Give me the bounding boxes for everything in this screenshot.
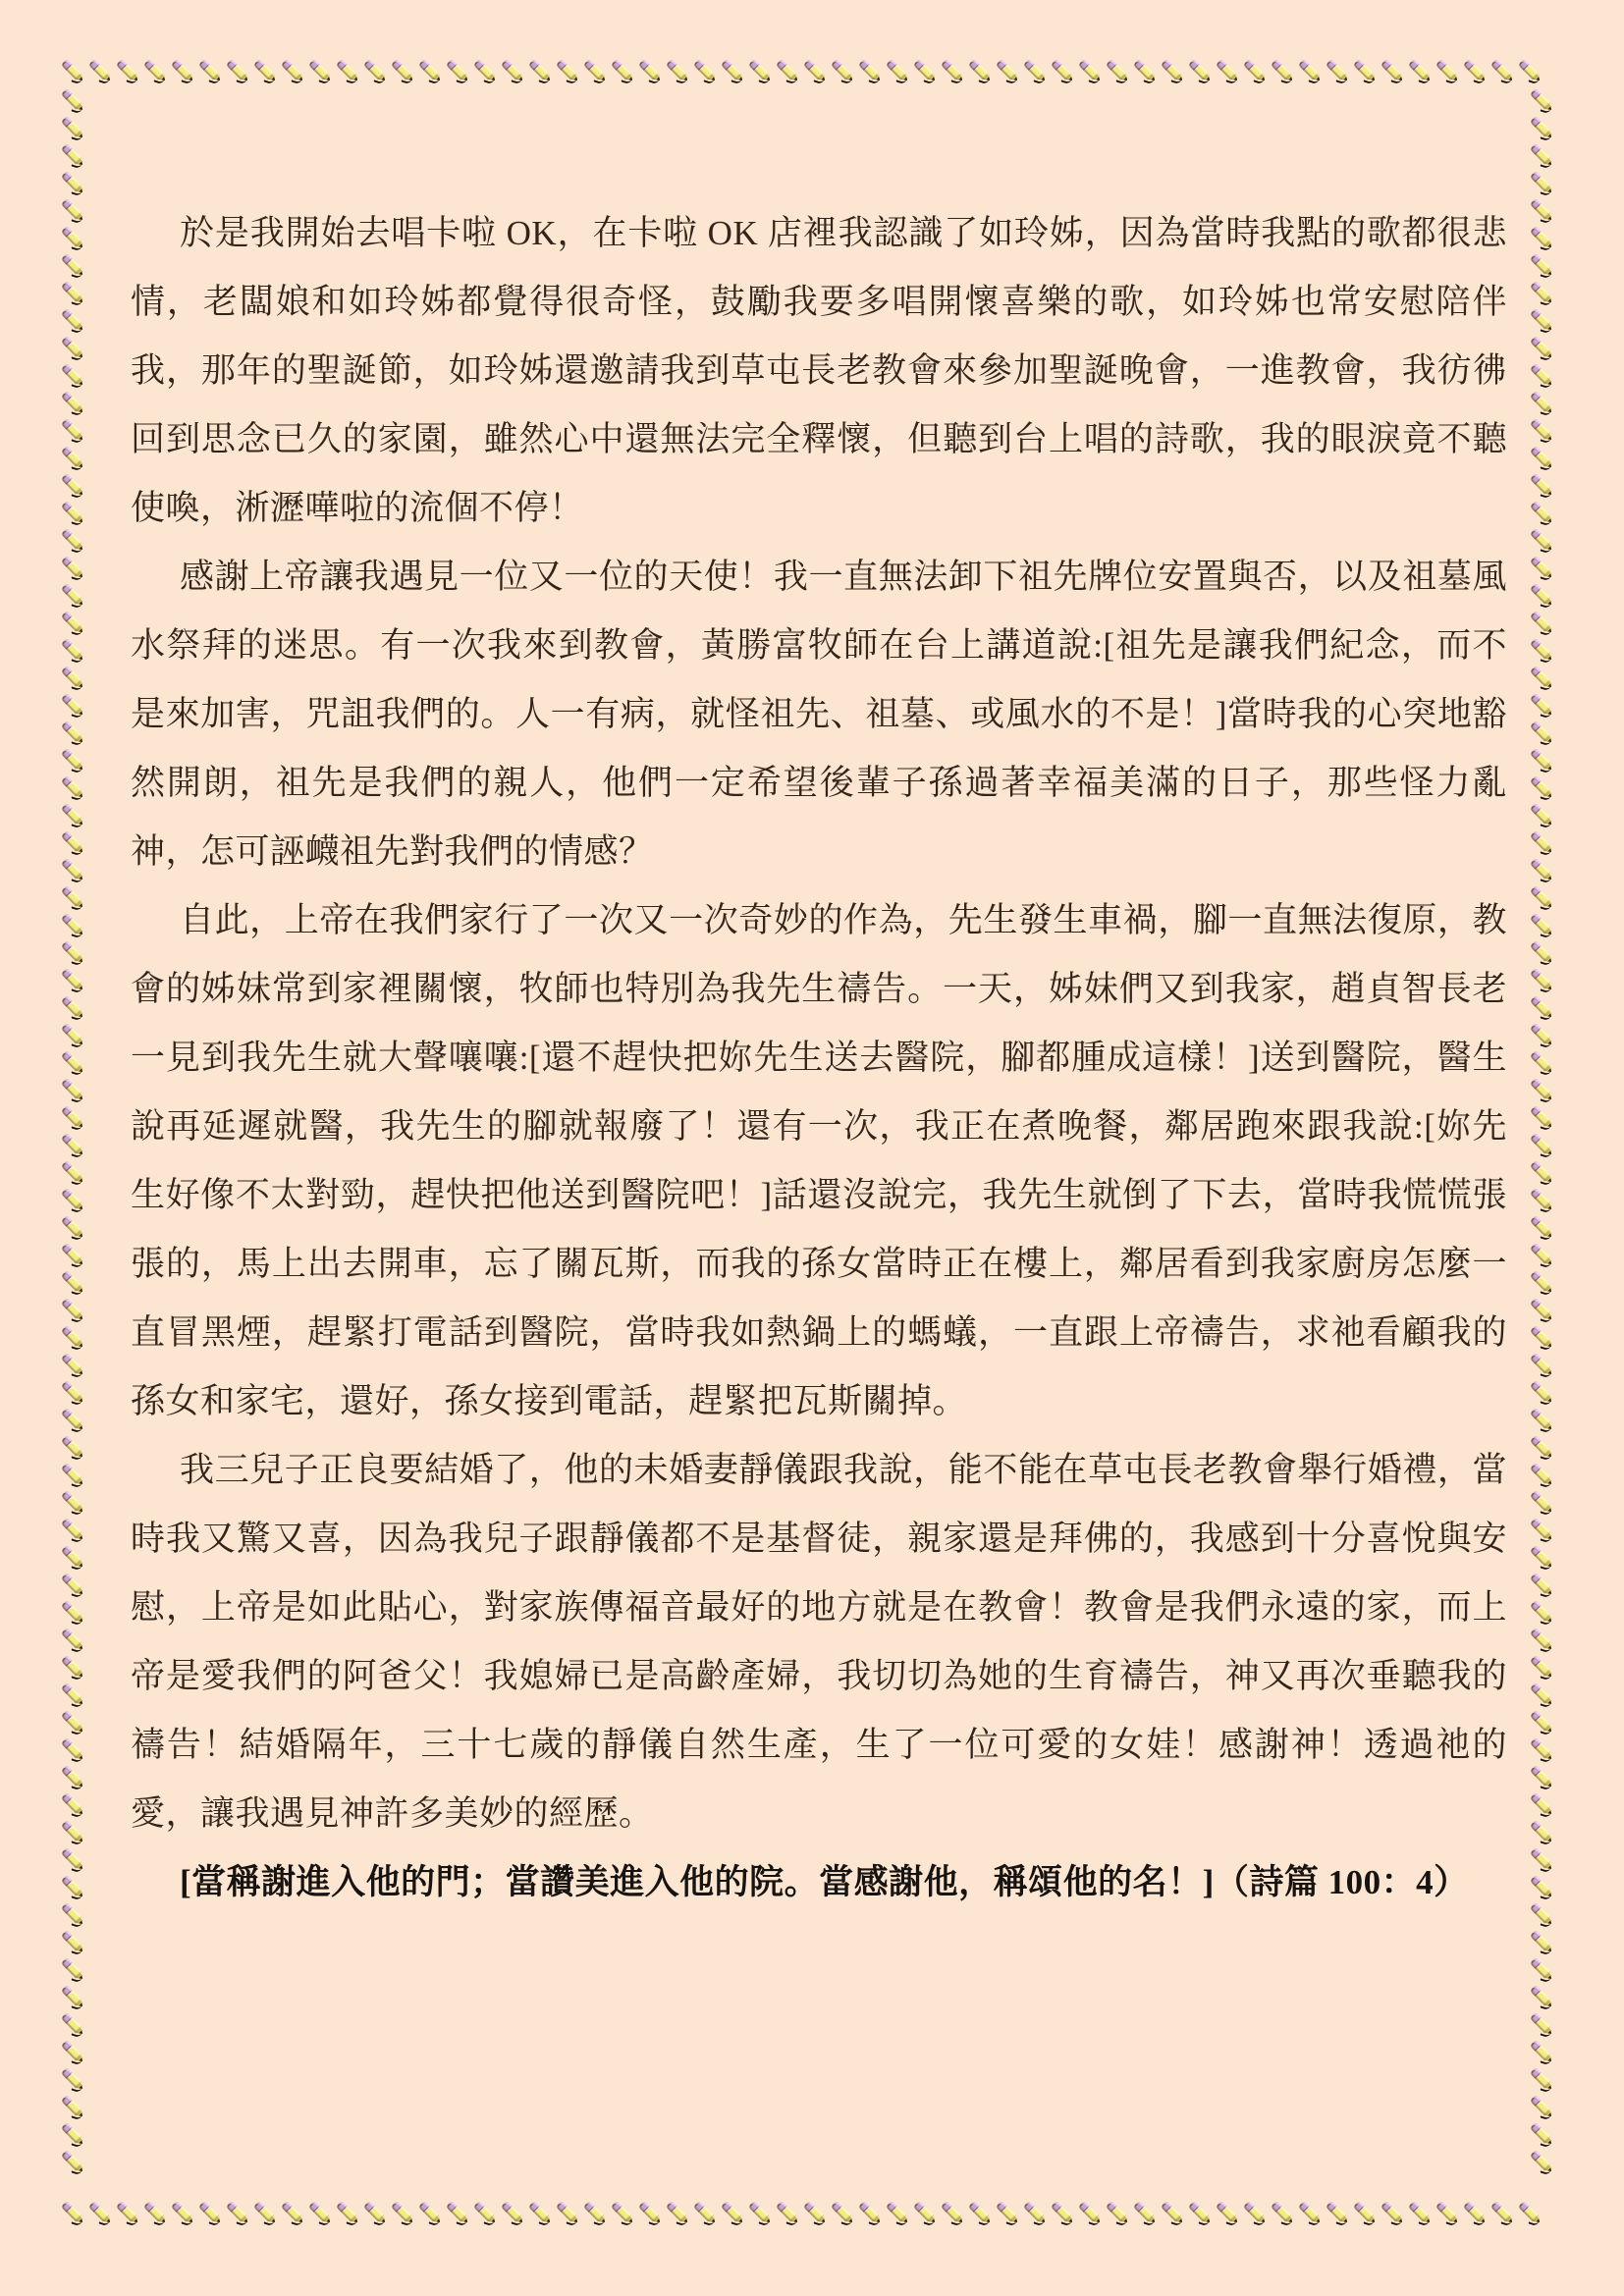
pencil-icon <box>1214 57 1241 84</box>
pencil-icon <box>59 856 86 883</box>
pencil-icon <box>389 2199 416 2226</box>
pencil-icon <box>1528 1076 1555 1103</box>
pencil-icon <box>1528 1873 1555 1900</box>
pencil-icon <box>141 57 169 84</box>
pencil-icon <box>966 2199 994 2226</box>
pencil-icon <box>1528 499 1555 526</box>
pencil-icon <box>1528 1131 1555 1158</box>
pencil-icon <box>59 1021 86 1048</box>
pencil-icon <box>1461 57 1489 84</box>
pencil-icon <box>59 416 86 444</box>
pencil-icon <box>1528 416 1555 444</box>
pencil-icon <box>59 1103 86 1131</box>
pencil-icon <box>1528 1763 1555 1790</box>
pencil-icon <box>994 57 1021 84</box>
pencil-icon <box>471 2199 499 2226</box>
pencil-icon <box>1528 1598 1555 1626</box>
pencil-icon <box>59 2093 86 2120</box>
pencil-icon <box>856 2199 884 2226</box>
pencil-icon <box>1528 1681 1555 1708</box>
pencil-icon <box>856 57 884 84</box>
pencil-icon <box>1406 2199 1434 2226</box>
pencil-icon <box>499 57 526 84</box>
pencil-icon <box>1528 966 1555 993</box>
pencil-border-bottom <box>59 2199 1565 2228</box>
pencil-icon <box>911 57 939 84</box>
pencil-icon <box>1528 1900 1555 1928</box>
pencil-icon <box>59 883 86 911</box>
pencil-icon <box>114 57 141 84</box>
pencil-icon <box>444 57 471 84</box>
pencil-icon <box>1528 993 1555 1021</box>
pencil-icon <box>1528 1955 1555 1983</box>
pencil-icon <box>554 2199 581 2226</box>
pencil-icon <box>1528 251 1555 279</box>
pencil-icon <box>59 1955 86 1983</box>
scripture-quote: [當稱謝進入他的門；當讚美進入他的院。當感謝他，稱頌他的名！]（詩篇 100：4） <box>180 1863 1469 1901</box>
pencil-icon <box>59 1873 86 1900</box>
pencil-icon <box>59 334 86 361</box>
pencil-icon <box>994 2199 1021 2226</box>
pencil-icon <box>719 57 746 84</box>
pencil-icon <box>196 2199 224 2226</box>
pencil-icon <box>1528 1461 1555 1488</box>
pencil-icon <box>609 2199 636 2226</box>
pencil-icon <box>59 1213 86 1241</box>
pencil-icon <box>1528 636 1555 664</box>
pencil-icon <box>59 1433 86 1461</box>
pencil-icon <box>1528 1928 1555 1955</box>
pencil-icon <box>361 2199 389 2226</box>
pencil-icon <box>499 2199 526 2226</box>
pencil-icon <box>59 1351 86 1378</box>
pencil-icon <box>1076 57 1104 84</box>
pencil-icon <box>59 389 86 416</box>
pencil-icon <box>1131 57 1159 84</box>
pencil-icon <box>1528 86 1555 114</box>
pencil-icon <box>1528 774 1555 801</box>
pencil-icon <box>636 2199 664 2226</box>
pencil-icon <box>1159 57 1186 84</box>
pencil-icon <box>1296 2199 1324 2226</box>
pencil-icon <box>1269 57 1296 84</box>
pencil-icon <box>636 57 664 84</box>
pencil-icon <box>59 1461 86 1488</box>
pencil-icon <box>59 1241 86 1268</box>
pencil-icon <box>774 2199 801 2226</box>
pencil-icon <box>829 57 856 84</box>
pencil-icon <box>306 2199 334 2226</box>
pencil-icon <box>59 57 86 84</box>
pencil-icon <box>884 57 911 84</box>
pencil-icon <box>59 169 86 196</box>
pencil-icon <box>59 1378 86 1406</box>
pencil-icon <box>1104 57 1131 84</box>
pencil-icon <box>1528 471 1555 499</box>
pencil-icon <box>1528 1790 1555 1818</box>
pencil-icon <box>1528 2120 1555 2148</box>
pencil-icon <box>1528 141 1555 169</box>
pencil-icon <box>1528 1268 1555 1296</box>
pencil-icon <box>86 57 114 84</box>
pencil-icon <box>1131 2199 1159 2226</box>
pencil-icon <box>59 1158 86 1186</box>
pencil-icon <box>59 1626 86 1653</box>
pencil-icon <box>1528 224 1555 251</box>
pencil-icon <box>59 114 86 141</box>
pencil-icon <box>334 2199 361 2226</box>
pencil-icon <box>1021 2199 1049 2226</box>
pencil-icon <box>1528 526 1555 554</box>
pencil-icon <box>719 2199 746 2226</box>
pencil-icon <box>1528 1186 1555 1213</box>
pencil-icon <box>1528 1241 1555 1268</box>
pencil-icon <box>1434 57 1461 84</box>
pencil-icon <box>59 1543 86 1571</box>
pencil-icon <box>306 57 334 84</box>
pencil-icon <box>59 1406 86 1433</box>
pencil-icon <box>1528 169 1555 196</box>
pencil-icon <box>59 251 86 279</box>
pencil-icon <box>59 1488 86 1516</box>
pencil-icon <box>251 57 279 84</box>
pencil-icon <box>196 57 224 84</box>
pencil-icon <box>1528 719 1555 746</box>
pencil-icon <box>1351 2199 1379 2226</box>
pencil-border-right <box>1528 86 1557 2199</box>
pencil-icon <box>1528 828 1555 856</box>
pencil-icon <box>59 1681 86 1708</box>
pencil-icon <box>59 938 86 966</box>
pencil-icon <box>471 57 499 84</box>
pencil-icon <box>59 1268 86 1296</box>
pencil-icon <box>884 2199 911 2226</box>
pencil-icon <box>59 1516 86 1543</box>
pencil-icon <box>59 636 86 664</box>
pencil-icon <box>59 828 86 856</box>
pencil-icon <box>59 279 86 306</box>
pencil-icon <box>114 2199 141 2226</box>
pencil-icon <box>444 2199 471 2226</box>
pencil-icon <box>59 1048 86 1076</box>
pencil-icon <box>581 57 609 84</box>
pencil-icon <box>1351 57 1379 84</box>
pencil-icon <box>1528 1571 1555 1598</box>
pencil-icon <box>1516 2199 1543 2226</box>
pencil-icon <box>1049 2199 1076 2226</box>
pencil-icon <box>279 2199 306 2226</box>
pencil-icon <box>1516 57 1543 84</box>
pencil-icon <box>59 2065 86 2093</box>
pencil-icon <box>59 196 86 224</box>
pencil-icon <box>59 361 86 389</box>
pencil-icon <box>59 1735 86 1763</box>
pencil-icon <box>59 471 86 499</box>
pencil-icon <box>1528 581 1555 609</box>
pencil-icon <box>59 1708 86 1735</box>
pencil-icon <box>1528 2093 1555 2120</box>
pencil-icon <box>911 2199 939 2226</box>
pencil-icon <box>59 2148 86 2175</box>
paragraph: 我三兒子正良要結婚了，他的未婚妻靜儀跟我說，能不能在草屯長老教會舉行婚禮，當時我又驚又喜，因為我兒子跟靜儀都不是基督徒，親家還是拜佛的，我感到十分喜悅與安慰，上帝是如此貼心，對家族傳福音最好的地方就是在教會！教會是我們永遠的家，而上帝是愛我們的阿爸父！我媳婦已是高齡產婦，我切切為她的生育禱告，神又再次垂聽我的禱告！結婚隔年，三十七歲的靜儀自然生產，生了一位可愛的女娃！感謝神！透過祂的愛，讓我遇見神許多美妙的經歷。 <box>131 1451 1507 1833</box>
pencil-icon <box>59 1323 86 1351</box>
pencil-icon <box>1528 1516 1555 1543</box>
pencil-icon <box>59 1131 86 1158</box>
pencil-icon <box>1379 57 1406 84</box>
pencil-icon <box>774 57 801 84</box>
pencil-icon <box>59 2038 86 2065</box>
paragraph: 自此，上帝在我們家行了一次又一次奇妙的作為，先生發生車禍，腳一直無法復原，教會的姊妹常到家裡關懷，牧師也特別為我先生禱告。一天，姊妹們又到我家，趙貞智長老一見到我先生就大聲嚷嚷:[還不趕快把妳先生送去醫院，腳都腫成這樣！]送到醫院，醫生說再延遲就醫，我先生的腳就報廢了！還有一次，我正在煮晚餐，鄰居跑來跟我說:[妳先生好像不太對勁，趕快把他送到醫院吧！]話還沒說完，我先生就倒了下去，當時我慌慌張張的，馬上出去開車，忘了關瓦斯，而我的孫女當時正在樓上，鄰居看到我家廚房怎麼一直冒黑煙，趕緊打電話到醫院，當時我如熱鍋上的螞蟻，一直跟上帝禱告，求祂看顧我的孫女和家宅，還好，孫女接到電話，趕緊把瓦斯關掉。 <box>131 901 1507 1420</box>
pencil-icon <box>59 1571 86 1598</box>
pencil-icon <box>746 57 774 84</box>
pencil-icon <box>1528 1543 1555 1571</box>
pencil-icon <box>279 57 306 84</box>
pencil-icon <box>1104 2199 1131 2226</box>
pencil-icon <box>59 141 86 169</box>
pencil-icon <box>59 554 86 581</box>
pencil-icon <box>1528 279 1555 306</box>
pencil-icon <box>59 609 86 636</box>
document-body <box>131 199 1507 1917</box>
pencil-icon <box>554 57 581 84</box>
pencil-icon <box>224 57 251 84</box>
pencil-icon <box>1528 1378 1555 1406</box>
pencil-icon <box>1489 57 1516 84</box>
pencil-icon <box>1324 2199 1351 2226</box>
pencil-icon <box>1434 2199 1461 2226</box>
pencil-icon <box>59 1653 86 1681</box>
pencil-icon <box>801 2199 829 2226</box>
pencil-icon <box>1528 1433 1555 1461</box>
pencil-icon <box>59 966 86 993</box>
pencil-icon <box>1324 57 1351 84</box>
pencil-icon <box>1528 389 1555 416</box>
pencil-icon <box>59 2010 86 2038</box>
pencil-icon <box>1528 856 1555 883</box>
pencil-icon <box>1528 2148 1555 2175</box>
pencil-icon <box>1159 2199 1186 2226</box>
pencil-icon <box>1528 444 1555 471</box>
pencil-icon <box>224 2199 251 2226</box>
pencil-icon <box>59 224 86 251</box>
pencil-icon <box>1528 938 1555 966</box>
pencil-icon <box>1528 2010 1555 2038</box>
pencil-icon <box>1528 1213 1555 1241</box>
pencil-icon <box>59 2199 86 2226</box>
pencil-icon <box>1186 2199 1214 2226</box>
pencil-icon <box>581 2199 609 2226</box>
pencil-icon <box>1528 801 1555 828</box>
pencil-icon <box>829 2199 856 2226</box>
pencil-icon <box>526 2199 554 2226</box>
pencil-icon <box>59 499 86 526</box>
pencil-icon <box>1528 609 1555 636</box>
pencil-icon <box>1528 1983 1555 2010</box>
pencil-icon <box>1528 883 1555 911</box>
pencil-icon <box>1528 1048 1555 1076</box>
pencil-icon <box>141 2199 169 2226</box>
pencil-icon <box>1528 1406 1555 1433</box>
pencil-icon <box>1528 1103 1555 1131</box>
pencil-icon <box>334 57 361 84</box>
pencil-icon <box>801 57 829 84</box>
pencil-icon <box>1528 2038 1555 2065</box>
pencil-icon <box>59 1076 86 1103</box>
pencil-icon <box>416 2199 444 2226</box>
pencil-icon <box>939 57 966 84</box>
pencil-icon <box>59 2120 86 2148</box>
pencil-icon <box>59 1763 86 1790</box>
pencil-icon <box>691 57 719 84</box>
pencil-icon <box>1528 1708 1555 1735</box>
pencil-icon <box>1528 554 1555 581</box>
pencil-icon <box>1379 2199 1406 2226</box>
pencil-icon <box>1528 334 1555 361</box>
pencil-icon <box>59 1790 86 1818</box>
pencil-icon <box>1241 2199 1269 2226</box>
pencil-icon <box>251 2199 279 2226</box>
pencil-icon <box>59 719 86 746</box>
pencil-icon <box>1528 691 1555 719</box>
pencil-icon <box>1049 57 1076 84</box>
pencil-icon <box>86 2199 114 2226</box>
pencil-icon <box>1528 1735 1555 1763</box>
pencil-icon <box>59 691 86 719</box>
pencil-icon <box>1296 57 1324 84</box>
pencil-icon <box>526 57 554 84</box>
pencil-icon <box>1528 361 1555 389</box>
pencil-icon <box>664 2199 691 2226</box>
pencil-icon <box>59 1818 86 1845</box>
pencil-icon <box>691 2199 719 2226</box>
pencil-icon <box>1528 196 1555 224</box>
pencil-icon <box>939 2199 966 2226</box>
pencil-icon <box>1528 1021 1555 1048</box>
pencil-icon <box>361 57 389 84</box>
pencil-icon <box>1528 1351 1555 1378</box>
pencil-icon <box>1021 57 1049 84</box>
pencil-icon <box>664 57 691 84</box>
pencil-icon <box>609 57 636 84</box>
pencil-icon <box>416 57 444 84</box>
pencil-icon <box>1528 1158 1555 1186</box>
pencil-icon <box>1528 1488 1555 1516</box>
pencil-icon <box>169 57 196 84</box>
pencil-icon <box>1528 1626 1555 1653</box>
pencil-icon <box>59 993 86 1021</box>
pencil-icon <box>1528 1296 1555 1323</box>
pencil-icon <box>1528 2065 1555 2093</box>
pencil-icon <box>1528 664 1555 691</box>
pencil-icon <box>1528 1845 1555 1873</box>
pencil-border-left <box>59 86 88 2199</box>
pencil-icon <box>1528 1818 1555 1845</box>
pencil-icon <box>59 306 86 334</box>
pencil-icon <box>1528 114 1555 141</box>
pencil-icon <box>59 1186 86 1213</box>
pencil-border-top <box>59 57 1565 86</box>
pencil-icon <box>1269 2199 1296 2226</box>
pencil-icon <box>1528 1653 1555 1681</box>
pencil-icon <box>1241 57 1269 84</box>
pencil-icon <box>59 1983 86 2010</box>
pencil-icon <box>1461 2199 1489 2226</box>
pencil-icon <box>1406 57 1434 84</box>
pencil-icon <box>59 664 86 691</box>
pencil-icon <box>59 801 86 828</box>
pencil-icon <box>389 57 416 84</box>
pencil-icon <box>1528 1323 1555 1351</box>
pencil-icon <box>59 1900 86 1928</box>
paragraph: 感謝上帝讓我遇見一位又一位的天使！我一直無法卸下祖先牌位安置與否，以及祖墓風水祭拜的迷思。有一次我來到教會，黃勝富牧師在台上講道說:[祖先是讓我們紀念，而不是來加害，咒詛我們的。人一有病，就怪祖先、祖墓、或風水的不是！]當時我的心突地豁然開朗，祖先是我們的親人，他們一定希望後輩子孫過著幸福美滿的日子，那些怪力亂神，怎可誣衊祖先對我們的情感？ <box>131 558 1507 871</box>
paragraph: 於是我開始去唱卡啦 OK，在卡啦 OK 店裡我認識了如玲姊，因為當時我點的歌都很悲情，老闆娘和如玲姊都覺得很奇怪，鼓勵我要多唱開懷喜樂的歌，如玲姊也常安慰陪伴我，那年的聖誕節，如玲姊還邀請我到草屯長老教會來參加聖誕晚會，一進教會，我彷彿回到思念已久的家園，雖然心中還無法完全釋懷，但聽到台上唱的詩歌，我的眼淚竟不聽使喚，淅瀝嘩啦的流個不停！ <box>131 214 1507 527</box>
pencil-icon <box>1528 911 1555 938</box>
pencil-icon <box>59 746 86 774</box>
pencil-icon <box>746 2199 774 2226</box>
pencil-icon <box>59 1296 86 1323</box>
pencil-icon <box>59 1928 86 1955</box>
pencil-icon <box>59 86 86 114</box>
pencil-icon <box>1076 2199 1104 2226</box>
pencil-icon <box>1528 746 1555 774</box>
pencil-icon <box>1528 306 1555 334</box>
pencil-icon <box>169 2199 196 2226</box>
pencil-icon <box>59 1598 86 1626</box>
pencil-icon <box>59 526 86 554</box>
pencil-icon <box>59 774 86 801</box>
pencil-icon <box>59 911 86 938</box>
pencil-icon <box>59 1845 86 1873</box>
pencil-icon <box>1489 2199 1516 2226</box>
pencil-icon <box>59 581 86 609</box>
pencil-icon <box>966 57 994 84</box>
pencil-icon <box>59 444 86 471</box>
pencil-icon <box>1214 2199 1241 2226</box>
pencil-icon <box>1186 57 1214 84</box>
